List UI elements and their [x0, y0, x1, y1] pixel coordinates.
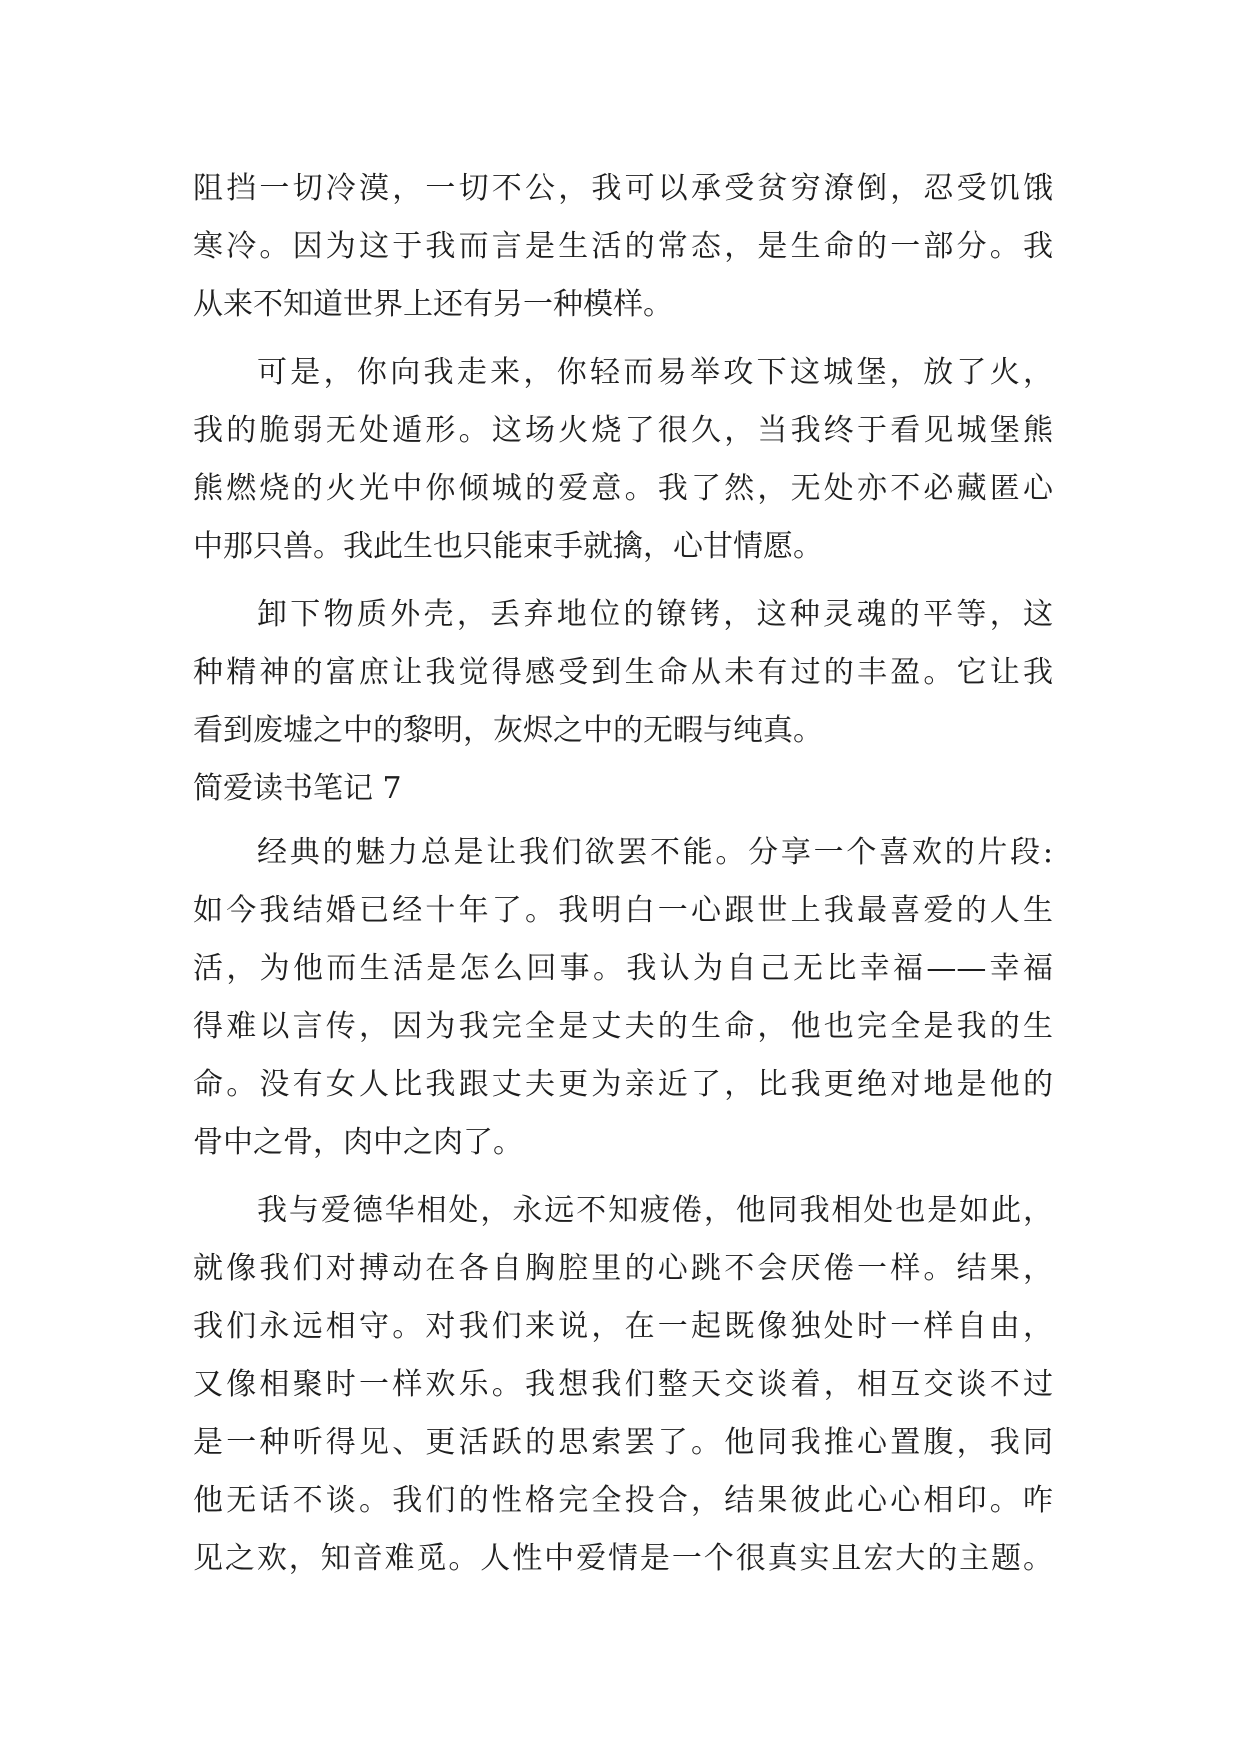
text-line: 就像我们对搏动在各自胸腔里的心跳不会厌倦一样。结果，: [193, 1251, 1053, 1286]
text-line: 活，为他而生活是怎么回事。我认为自己无比幸福——幸福: [193, 951, 1053, 986]
text-line: 我们永远相守。对我们来说，在一起既像独处时一样自由，: [193, 1309, 1053, 1344]
text-line: 从来不知道世界上还有另一种模样。: [193, 287, 673, 322]
text-line: 他无话不谈。我们的性格完全投合，结果彼此心心相印。咋: [193, 1483, 1053, 1518]
paragraph: [193, 1182, 1053, 1588]
paragraph: [193, 586, 1053, 760]
text-line: 骨中之骨，肉中之肉了。: [193, 1125, 523, 1160]
text-line: 我的脆弱无处遁形。这场火烧了很久，当我终于看见城堡熊: [193, 413, 1053, 448]
text-line: 种精神的富庶让我觉得感受到生命从未有过的丰盈。它让我: [193, 655, 1053, 690]
text-line: 我与爱德华相处，永远不知疲倦，他同我相处也是如此，: [257, 1193, 1053, 1228]
paragraph: [193, 824, 1053, 1172]
paragraph-continuation: [193, 160, 1053, 334]
text-line: 寒冷。因为这于我而言是生活的常态，是生命的一部分。我: [193, 229, 1053, 264]
text-line: 卸下物质外壳，丢弃地位的镣铐，这种灵魂的平等，这: [257, 597, 1053, 632]
text-line: 中那只兽。我此生也只能束手就擒，心甘情愿。: [193, 529, 823, 564]
paragraph: [193, 344, 1053, 576]
section-heading: 简爱读书笔记 7: [193, 771, 402, 806]
text-line: 命。没有女人比我跟丈夫更为亲近了，比我更绝对地是他的: [193, 1067, 1053, 1102]
text-line: 熊燃烧的火光中你倾城的爱意。我了然，无处亦不必藏匿心: [193, 471, 1053, 506]
text-line: 如今我结婚已经十年了。我明白一心跟世上我最喜爱的人生: [193, 893, 1053, 928]
text-line: 经典的魅力总是让我们欲罢不能。分享一个喜欢的片段:: [257, 835, 1053, 870]
text-line: 又像相聚时一样欢乐。我想我们整天交谈着，相互交谈不过: [193, 1367, 1053, 1402]
text-line: 可是，你向我走来，你轻而易举攻下这城堡，放了火，: [257, 355, 1053, 390]
document-body: [193, 160, 1053, 1588]
text-line: 得难以言传，因为我完全是丈夫的生命，他也完全是我的生: [193, 1009, 1053, 1044]
text-line: 阻挡一切冷漠，一切不公，我可以承受贫穷潦倒，忍受饥饿: [193, 171, 1053, 206]
text-line: 看到废墟之中的黎明，灰烬之中的无暇与纯真。: [193, 713, 823, 748]
text-line: 是一种听得见、更活跃的思索罢了。他同我推心置腹，我同: [193, 1425, 1053, 1460]
text-line: 见之欢，知音难觅。人性中爱情是一个很真实且宏大的主题。: [193, 1541, 1053, 1576]
